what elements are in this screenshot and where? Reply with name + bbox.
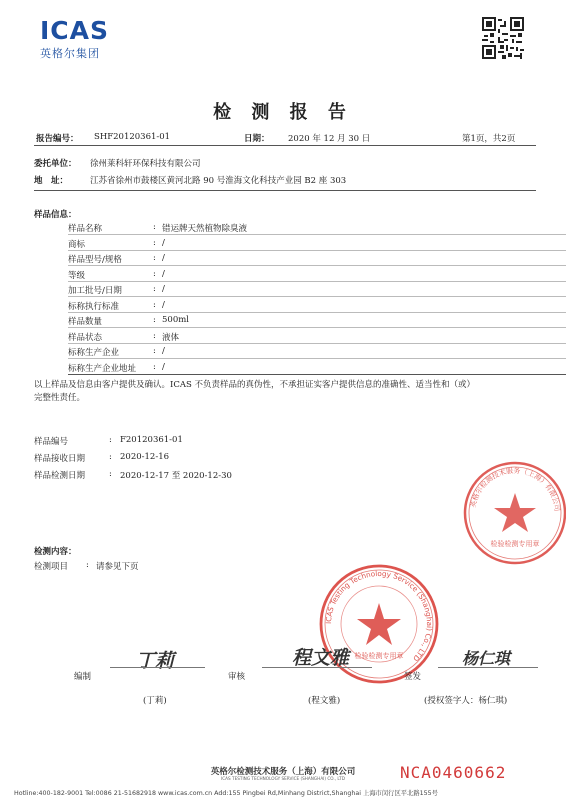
qr-code-icon <box>482 17 524 59</box>
compiled-signature: 丁莉 <box>136 650 175 672</box>
row-label: 样品数量 <box>68 317 103 327</box>
receive-date-label: 样品接收日期 <box>34 454 86 464</box>
row-value: / <box>162 299 165 310</box>
client-address-label: 地 址： <box>34 176 69 186</box>
seal-small-center: 检验检测专用章 <box>490 540 540 548</box>
row-label: 标称生产企业地址 <box>68 363 137 374</box>
row-value: / <box>162 268 165 279</box>
footer-contact: Hotline:400-182-9001 Tel:0086 21-51682918 www.icas.com.cn Add:155 Pingbei Rd,Minhang District,Shanghai 上海市闵行区平北路155号 <box>14 790 438 797</box>
row-value: / <box>162 284 165 294</box>
sample-info-heading: 样品信息： <box>34 210 77 220</box>
sample-no-label: 样品编号 <box>34 437 69 447</box>
row-label: 商标 <box>68 239 86 250</box>
test-item-value: 请参见下页 <box>96 562 139 572</box>
date-value: 2020 年 12 月 30 日 <box>288 134 371 144</box>
disclaimer-line-1: 以上样品及信息由客户提供及确认。ICAS 不负责样品的真伪性，不承担证实客户提供信息的准确性、适当性和（或） <box>34 380 476 390</box>
table-row: 样品数量 : 500ml <box>68 315 566 328</box>
table-row: 样品名称 : 错运牌天然植物除臭液 <box>68 222 566 235</box>
test-date-label: 样品检测日期 <box>34 471 86 481</box>
reviewed-name: (程文雅) <box>308 696 341 706</box>
row-label: 样品型号/规格 <box>68 255 122 265</box>
report-number-value: SHF20120361-01 <box>94 132 171 142</box>
table-row: 加工批号/日期 : / <box>68 284 566 297</box>
svg-text:ICAS Testing Technology Servic: ICAS Testing Technology Service (Shanghai) Co., LTD <box>323 568 435 664</box>
client-address-value: 江苏省徐州市鼓楼区黄河北路 90 号淮海文化科技产业园 B2 座 303 <box>90 176 347 186</box>
test-content-heading: 检测内容： <box>34 547 77 557</box>
row-label: 样品状态 <box>68 332 103 343</box>
row-label: 等级 <box>68 270 86 281</box>
row-label: 加工批号/日期 <box>68 286 122 296</box>
footer-company-cn: 英格尔检测技术服务（上海）有限公司 <box>210 767 356 777</box>
table-row: 等级 : / <box>68 269 566 282</box>
compiled-label: 编制 <box>74 672 92 682</box>
footer-company-en: ICAS TESTING TECHNOLOGY SERVICE (SHANGHAI) CO., LTD <box>221 776 345 781</box>
svg-text:英格尔检测技术服务（上海）有限公司: 英格尔检测技术服务（上海）有限公司 <box>469 466 562 512</box>
client-unit-value: 徐州莱科轩环保科技有限公司 <box>90 159 201 169</box>
approved-name: (授权签字人：杨仁琪) <box>424 696 508 706</box>
compiled-name: (丁莉) <box>143 696 167 706</box>
row-value: 500ml <box>162 315 190 325</box>
table-row: 样品型号/规格 : / <box>68 253 566 266</box>
sample-no-value: F20120361-01 <box>120 435 183 445</box>
approved-signature: 杨仁琪 <box>462 649 511 668</box>
header-divider <box>34 145 536 146</box>
company-logo <box>40 18 109 61</box>
page-info: 第1页，共2页 <box>462 134 516 144</box>
approved-label: 签发 <box>404 672 422 682</box>
table-row: 样品状态 : 液体 <box>68 331 566 344</box>
row-label: 样品名称 <box>68 224 103 234</box>
page-title: 检 测 报 告 <box>213 102 353 123</box>
receive-date-value: 2020-12-16 <box>120 452 170 462</box>
logo-subtitle: 英格尔集团 <box>40 47 100 60</box>
row-label: 标称生产企业 <box>68 348 120 358</box>
table-row: 标称生产企业 : / <box>68 346 566 359</box>
test-item-label: 检测项目 <box>34 562 69 572</box>
table-row: 标称生产企业地址 : / <box>68 362 566 375</box>
logo-text: ICAS <box>40 16 110 45</box>
disclaimer-line-2: 完整性责任。 <box>34 393 86 403</box>
reviewed-signature: 程文雅 <box>292 647 350 669</box>
date-label: 日期： <box>244 134 270 144</box>
approved-line <box>438 667 538 668</box>
row-value: 错运牌天然植物除臭液 <box>162 224 248 234</box>
reviewed-line <box>262 667 372 668</box>
row-value: / <box>162 237 165 248</box>
row-value: 液体 <box>162 332 180 343</box>
test-date-value: 2020-12-17 至 2020-12-30 <box>120 471 232 481</box>
row-value: / <box>162 346 165 356</box>
inspection-seal-small <box>460 458 566 568</box>
client-divider <box>34 190 536 191</box>
row-value: / <box>162 361 165 372</box>
table-row: 标称执行标准 : / <box>68 300 566 313</box>
row-label: 标称执行标准 <box>68 301 120 312</box>
row-value: / <box>162 253 165 263</box>
report-number-label: 报告编号： <box>36 134 79 144</box>
compiled-line <box>110 667 205 668</box>
seal-large-center: 检验检测专用章 <box>354 652 404 660</box>
client-unit-label: 委托单位： <box>34 159 77 169</box>
reviewed-label: 审核 <box>228 672 246 682</box>
table-row: 商标 : / <box>68 238 566 251</box>
serial-number: NCA0460662 <box>400 763 507 782</box>
